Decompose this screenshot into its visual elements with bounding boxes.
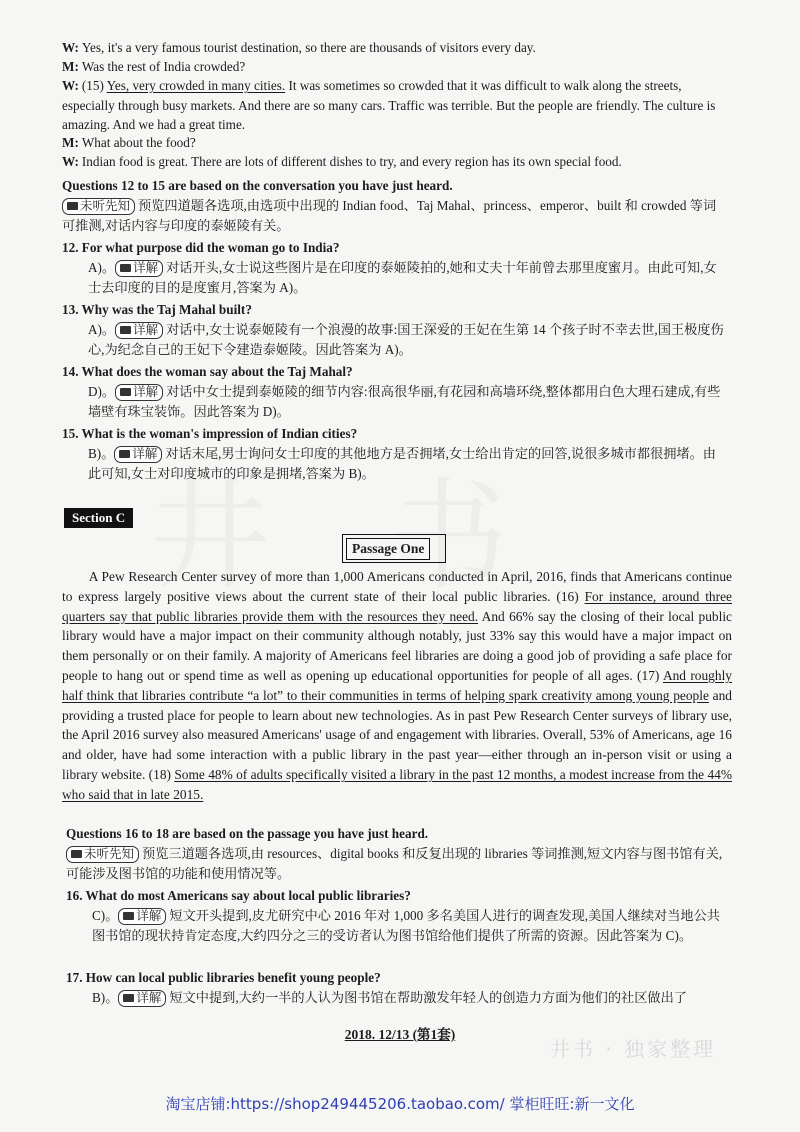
question-number: (15): [81, 78, 104, 93]
answer-letter: C)。: [92, 908, 119, 923]
dialogue-text: Yes, it's a very famous tourist destination, so there are thousands of visitors every day.: [81, 40, 536, 55]
folder-icon: [123, 912, 134, 920]
dialogue-line-4: [62, 133, 726, 153]
passage-body: A Pew Research Center survey of more than 1,000 Americans conducted in April, 2016, finds that Americans continue to express largely positive views about the current state of their local public libraries. (16) For instance, around three quarters say that public libraries provide them with the resources they need. And 66% say the closing of their local public library would have a major impact on their community although notably, just 33% say this would have a major impact on them personally or on their family. A majority of Americans feel libraries are doing a good job of providing a safe place for people to hang out or spend time as well as opening up educational opportunities for people of all ages. (17) And roughly half think that libraries contribute “a lot” to their communities in terms of helping spark creativity among young people and providing a trusted place for people to learn about new technologies. As in past Pew Research Center surveys of library use, the April 2016 survey also measured Americans' usage of and engagement with libraries. Overall, 53% of Americans, age 16 and older, have had some interaction with a public library in the past year—either through an in-person visit or using a library website. (18) Some 48% of adults specifically visited a library in the past 12 months, a modest increase from the 44% who said that in late 2015.: [62, 569, 732, 802]
answer-underline: Some 48% of adults specifically visited a library in the past 12 months, a modest increase from the 44% who said that in late 2015.: [62, 766, 732, 802]
answer-letter: B)。: [88, 446, 115, 461]
speaker-label: W:: [62, 78, 79, 93]
preview-tag: 未听先知: [62, 198, 135, 215]
shop-link[interactable]: 淘宝店铺:https://shop249445206.taobao.com/ 掌柜旺旺:新一文化: [165, 1095, 635, 1113]
page-number: 2018. 12/13 (第1套): [344, 1027, 456, 1042]
folder-icon: [120, 388, 131, 396]
explanation-text: 对话末尾,男士询问女士印度的其他地方是否拥堵,女士给出肯定的回答,说很多城市都很拥堵。由此可知,女士对印度城市的印象是拥堵,答案为 B)。: [88, 446, 716, 481]
folder-icon: [67, 202, 78, 210]
dialogue-text: Indian food is great. There are lots of different dishes to try, and every region has its own special food.: [81, 154, 622, 169]
dialogue-text: Was the rest of India crowded?: [81, 59, 246, 74]
explanation-text: 短文开头提到,皮尤研究中心 2016 年对 1,000 多名美国人进行的调查发现,美国人继续对当地公共图书馆的现状持肯定态度,大约四分之三的受访者认为图书馆给他们提供了所需的资源。因此答案为 C)。: [92, 908, 720, 943]
question-16: 16. What do most Americans say about local public libraries?: [66, 888, 411, 903]
detail-tag: 详解: [115, 322, 163, 339]
speaker-label: M:: [62, 59, 79, 74]
preview-block-2: [66, 844, 730, 883]
dialogue-text: It was sometimes so crowded that it was difficult to walk along the streets, especially through busy markets. And there are so many cars. Traffic was terrible. But the people are friendly. The culture is amazing. And we had a great time.: [62, 78, 716, 132]
dialogue-line-3: [62, 76, 726, 135]
folder-icon: [120, 264, 131, 272]
dialogue-line-2: [62, 57, 726, 77]
speaker-label: W:: [62, 40, 79, 55]
folder-icon: [71, 850, 82, 858]
explanation-text: 对话中女士提到泰姬陵的细节内容:很高很华丽,有花园和高墙环绕,整体都用白色大理石建成,有些墙壁有珠宝装饰。因此答案为 D)。: [88, 384, 721, 419]
speaker-label: M:: [62, 135, 79, 150]
section-label: Section C: [64, 508, 133, 528]
question-12: 12. For what purpose did the woman go to India?: [62, 240, 340, 255]
answer-14: [88, 382, 728, 421]
answer-letter: B)。: [92, 990, 119, 1005]
explanation-text: 短文中提到,大约一半的人认为图书馆在帮助激发年轻人的创造力方面为他们的社区做出了: [169, 990, 687, 1005]
corner-watermark: 井书 · 独家整理: [550, 1037, 717, 1061]
answer-17: [92, 988, 732, 1008]
answer-13: [88, 320, 728, 359]
detail-tag: 详解: [118, 990, 166, 1007]
preview-text: 预览三道题各选项,由 resources、digital books 和反复出现的 libraries 等词推测,短文内容与图书馆有关,可能涉及图书馆的功能和使用情况等。: [66, 846, 723, 881]
folder-icon: [123, 994, 134, 1002]
answer-letter: D)。: [88, 384, 116, 399]
detail-tag: 详解: [115, 384, 163, 401]
answer-underline: For instance, around three quarters say that public libraries provide them with the resources they need.: [62, 588, 732, 624]
answer-12: [88, 258, 728, 297]
preview-block-1: [62, 196, 726, 235]
folder-icon: [120, 326, 131, 334]
explanation-text: 对话开头,女士说这些图片是在印度的泰姬陵拍的,她和丈夫十年前曾去那里度蜜月。由此可知,女士去印度的目的是度蜜月,答案为 A)。: [88, 260, 717, 295]
dialogue-line-1: [62, 38, 726, 58]
question-15: 15. What is the woman's impression of Indian cities?: [62, 426, 358, 441]
dialogue-text: What about the food?: [81, 135, 196, 150]
shop-footer[interactable]: [0, 1093, 800, 1114]
answer-underline: And roughly half think that libraries contribute “a lot” to their communities in terms of helping spark creativity among young people: [62, 667, 732, 703]
answer-letter: A)。: [88, 260, 116, 275]
questions-12-15-heading: Questions 12 to 15 are based on the conversation you have just heard.: [62, 178, 453, 193]
folder-icon: [119, 450, 130, 458]
answer-underline: Yes, very crowded in many cities.: [106, 78, 286, 93]
answer-15: [88, 444, 728, 483]
preview-text: 预览四道题各选项,由选项中出现的 Indian food、Taj Mahal、princess、emperor、built 和 crowded 等词可推测,对话内容与印度的泰姬陵有关。: [62, 198, 717, 233]
preview-tag: 未听先知: [66, 846, 139, 863]
answer-16: [92, 906, 732, 945]
question-number: (17): [637, 667, 663, 683]
answer-letter: A)。: [88, 322, 116, 337]
question-number: (16): [556, 588, 585, 604]
detail-tag: 详解: [114, 446, 162, 463]
question-17: 17. How can local public libraries benefit young people?: [66, 970, 381, 985]
speaker-label: W:: [62, 154, 79, 169]
question-13: 13. Why was the Taj Mahal built?: [62, 302, 252, 317]
passage-title: Passage One: [346, 538, 430, 560]
detail-tag: 详解: [118, 908, 166, 925]
question-number: (18): [148, 766, 175, 782]
explanation-text: 对话中,女士说泰姬陵有一个浪漫的故事:国王深爱的王妃在生第 14 个孩子时不幸去世,国王极度伤心,为纪念自己的王妃下令建造泰姬陵。因此答案为 A)。: [88, 322, 724, 357]
detail-tag: 详解: [115, 260, 163, 277]
dialogue-line-5: [62, 152, 726, 172]
questions-16-18-heading: Questions 16 to 18 are based on the passage you have just heard.: [66, 826, 429, 841]
question-14: 14. What does the woman say about the Taj Mahal?: [62, 364, 353, 379]
